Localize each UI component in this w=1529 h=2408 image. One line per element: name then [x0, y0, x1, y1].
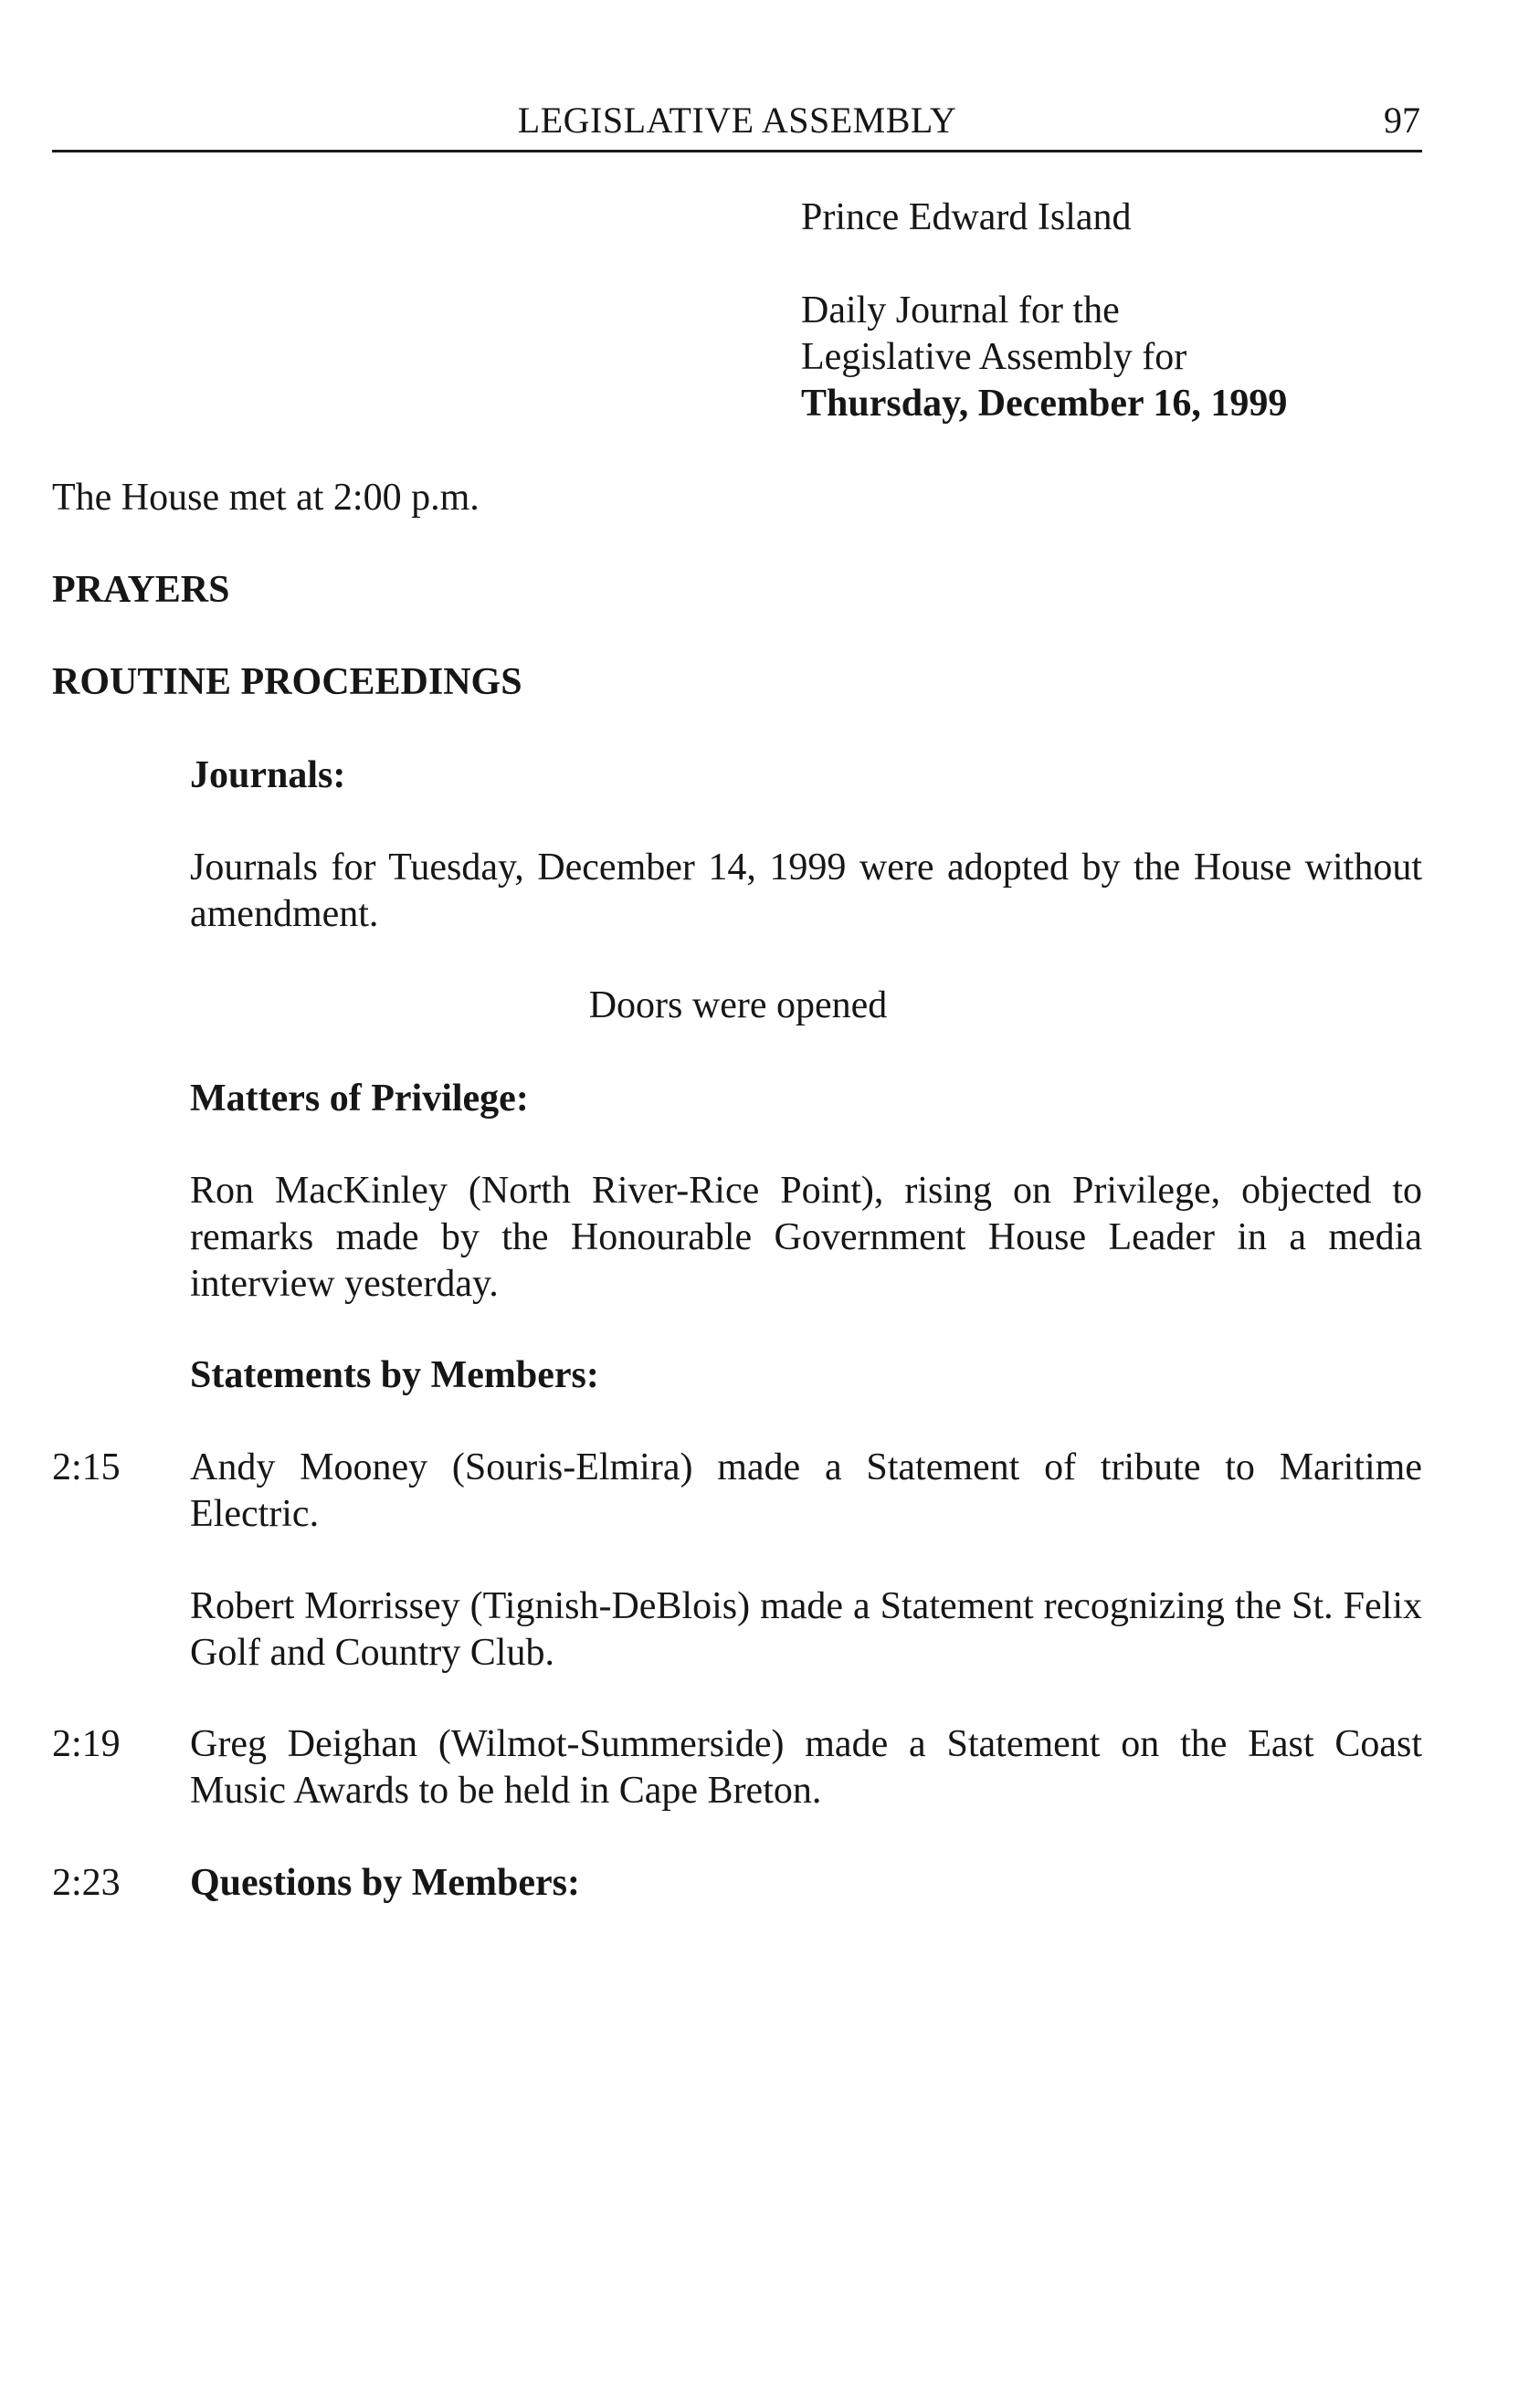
journals-heading: Journals:	[190, 754, 346, 796]
journal-line-2: Legislative Assembly for	[801, 336, 1187, 378]
questions-time: 2:23	[52, 1862, 121, 1904]
journal-date: Thursday, December 16, 1999	[801, 383, 1288, 425]
journals-text: Journals for Tuesday, December 14, 1999 were adopted by the House without amendment.	[190, 846, 1422, 935]
journal-line-1: Daily Journal for the	[801, 289, 1120, 331]
prayers-heading: PRAYERS	[52, 569, 230, 611]
routine-proceedings-heading: ROUTINE PROCEEDINGS	[52, 661, 522, 703]
page-number: 97	[1384, 100, 1420, 141]
opening-line: The House met at 2:00 p.m.	[52, 477, 480, 519]
province-name: Prince Edward Island	[801, 196, 1132, 238]
statement-time: 2:19	[52, 1723, 121, 1765]
page-header	[52, 97, 1422, 152]
privilege-heading: Matters of Privilege:	[190, 1078, 529, 1120]
statement-time: 2:15	[52, 1446, 121, 1488]
statements-heading: Statements by Members:	[190, 1354, 599, 1396]
statement-entry: Robert Morrissey (Tignish-DeBlois) made a Statement recognizing the St. Felix Golf and Country Club.	[190, 1585, 1422, 1674]
privilege-text: Ron MacKinley (North River-Rice Point), rising on Privilege, objected to remarks made by the Honourable Government House Leader in a media interview yesterday.	[190, 1170, 1422, 1305]
doors-opened: Doors were opened	[588, 984, 888, 1026]
journal-masthead	[801, 288, 1440, 427]
statement-entry: Greg Deighan (Wilmot-Summerside) made a Statement on the East Coast Music Awards to be held in Cape Breton.	[190, 1723, 1422, 1812]
statement-entry: Andy Mooney (Souris-Elmira) made a Statement of tribute to Maritime Electric.	[190, 1446, 1422, 1535]
questions-heading: Questions by Members:	[190, 1862, 580, 1904]
header-title: LEGISLATIVE ASSEMBLY	[517, 100, 957, 141]
